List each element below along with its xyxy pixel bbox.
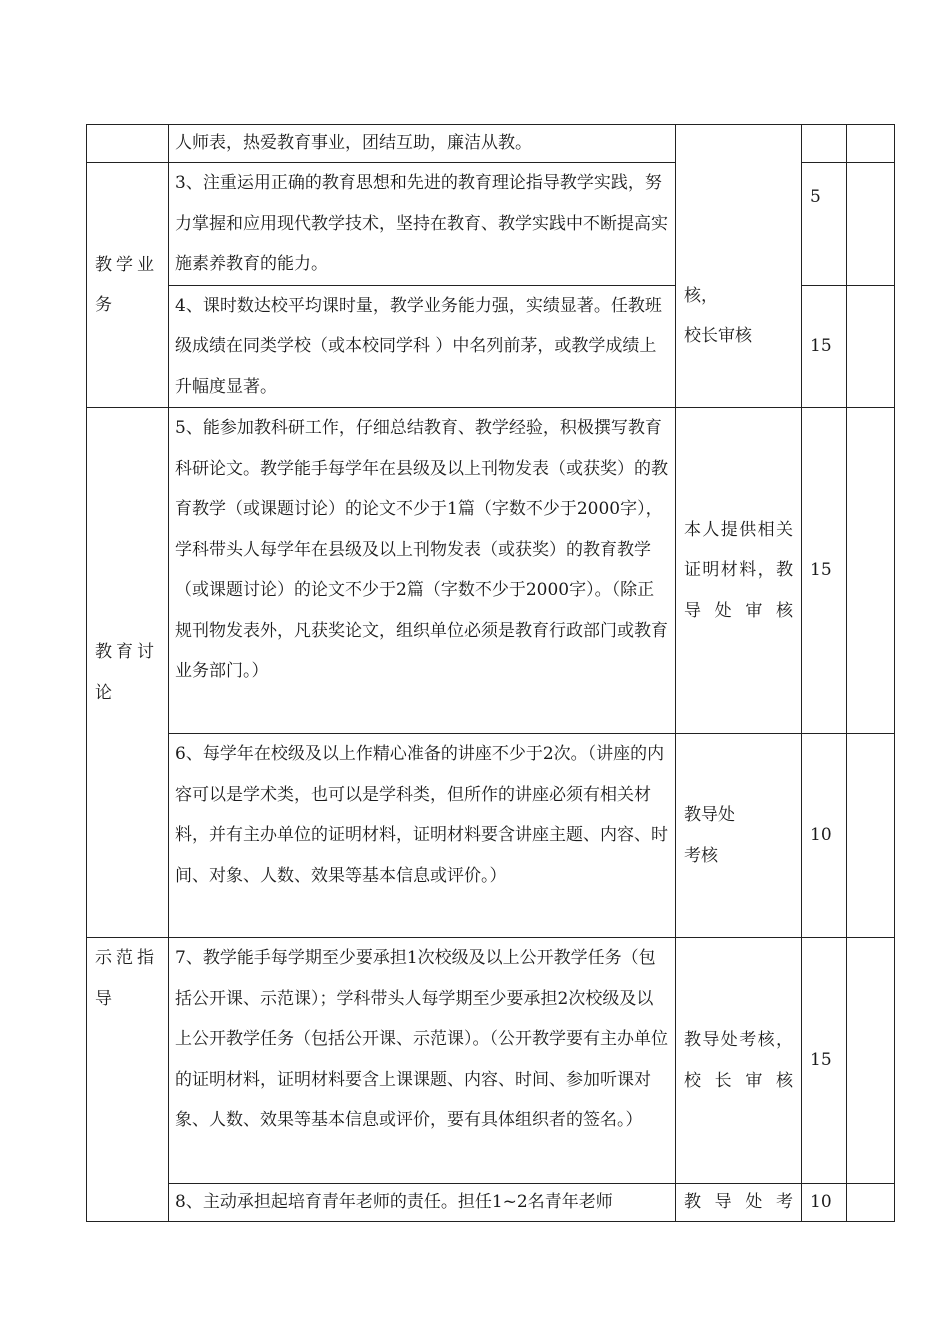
score-cell: [802, 408, 847, 734]
blank-cell: [847, 734, 895, 938]
criterion-text: 6、每学年在校级及以上作精心准备的讲座不少于2次。（讲座的内容可以是学术类，也可以是学科类，但所作的讲座必须有相关材料，并有主办单位的证明材料，证明材料要含讲座主题、内容、时间、对象、人数、效果等基本信息或评价。）: [175, 744, 668, 886]
table-row: [87, 1184, 895, 1222]
score-cell: [802, 734, 847, 938]
category-label: 示范指导: [95, 948, 158, 1009]
criterion-text: 7、教学能手每学期至少要承担1次校级及以上公开教学任务（包括公开课、示范课）；学科带头人每学期至少要承担2次校级及以上公开教学任务（包括公开课、示范课）。（公开教学要有主办单位的证明材料，证明材料要含上课课题、内容、时间、参加听课对象、人数、效果等基本信息或评价，要有具体组织者的签名。）: [175, 948, 668, 1130]
assessment-line: 核，: [684, 286, 718, 306]
assessment-text: 教导处考: [684, 1192, 793, 1212]
assessment-text: 教导处考核，校长审核: [684, 1030, 793, 1091]
category-cell: [87, 163, 169, 408]
score-cell: [802, 938, 847, 1184]
criterion-text: 3、注重运用正确的教育思想和先进的教育理论指导教学实践，努力掌握和应用现代教学技术，坚持在教育、教学实践中不断提高实施素养教育的能力。: [175, 173, 668, 274]
category-label: 教育讨论: [95, 642, 158, 703]
table-row: [87, 938, 895, 1184]
criterion-text: 8、主动承担起培育青年老师的责任。担任1~2名青年老师: [175, 1192, 613, 1212]
criterion-text: 人师表，热爱教育事业，团结互助，廉洁从教。: [175, 133, 532, 153]
assessment-line: 校长审核: [684, 326, 752, 346]
content-cell: [169, 125, 676, 163]
blank-cell: [847, 408, 895, 734]
table-row: [87, 408, 895, 734]
score-value: 15: [810, 336, 832, 356]
blank-cell: [847, 285, 895, 408]
content-cell: [169, 1184, 676, 1222]
content-cell: [169, 163, 676, 286]
score-value: 10: [810, 1192, 832, 1212]
category-cell: [87, 125, 169, 163]
score-value: 15: [810, 560, 832, 581]
content-cell: [169, 938, 676, 1184]
score-value: 10: [810, 825, 832, 846]
blank-cell: [847, 1184, 895, 1222]
score-value: 5: [810, 187, 821, 207]
category-cell: [87, 408, 169, 938]
assessment-cell: [676, 125, 802, 408]
blank-cell: [847, 125, 895, 163]
category-cell: [87, 938, 169, 1222]
assessment-line: 考核: [684, 845, 718, 866]
score-cell: [802, 125, 847, 163]
blank-cell: [847, 938, 895, 1184]
assessment-text: 本人提供相关证明材料，教导处审核: [684, 519, 793, 621]
table-row: [87, 734, 895, 938]
assessment-cell: [676, 408, 802, 734]
assessment-cell: [676, 734, 802, 938]
assessment-line: 教导处: [684, 805, 735, 825]
criterion-text: 5、能参加教科研工作，仔细总结教育、教学经验，积极撰写教育科研论文。教学能手每学年在县级及以上刊物发表（或获奖）的教育教学（或课题讨论）的论文不少于1篇（字数不少于2000字），学科带头人每学年在县级及以上刊物发表（或获奖）的教育教学（或课题讨论）的论文不少于2篇（字数不少于2000字）。（除正规刊物发表外，凡获奖论文，组织单位必须是教育行政部门或教育业务部门。）: [175, 418, 668, 681]
blank-cell: [847, 163, 895, 286]
table-row: [87, 125, 895, 163]
evaluation-table: [86, 124, 895, 1222]
criterion-text: 4、课时数达校平均课时量，教学业务能力强，实绩显著。任教班级成绩在同类学校（或本校同学科 ）中名列前茅，或教学成绩上升幅度显著。: [175, 295, 662, 397]
assessment-cell: [676, 938, 802, 1184]
score-cell: [802, 1184, 847, 1222]
content-cell: [169, 285, 676, 408]
score-cell: [802, 285, 847, 408]
score-cell: [802, 163, 847, 286]
assessment-cell: [676, 1184, 802, 1222]
content-cell: [169, 408, 676, 734]
score-value: 15: [810, 1050, 832, 1071]
content-cell: [169, 734, 676, 938]
category-label: 教学业务: [95, 254, 158, 315]
